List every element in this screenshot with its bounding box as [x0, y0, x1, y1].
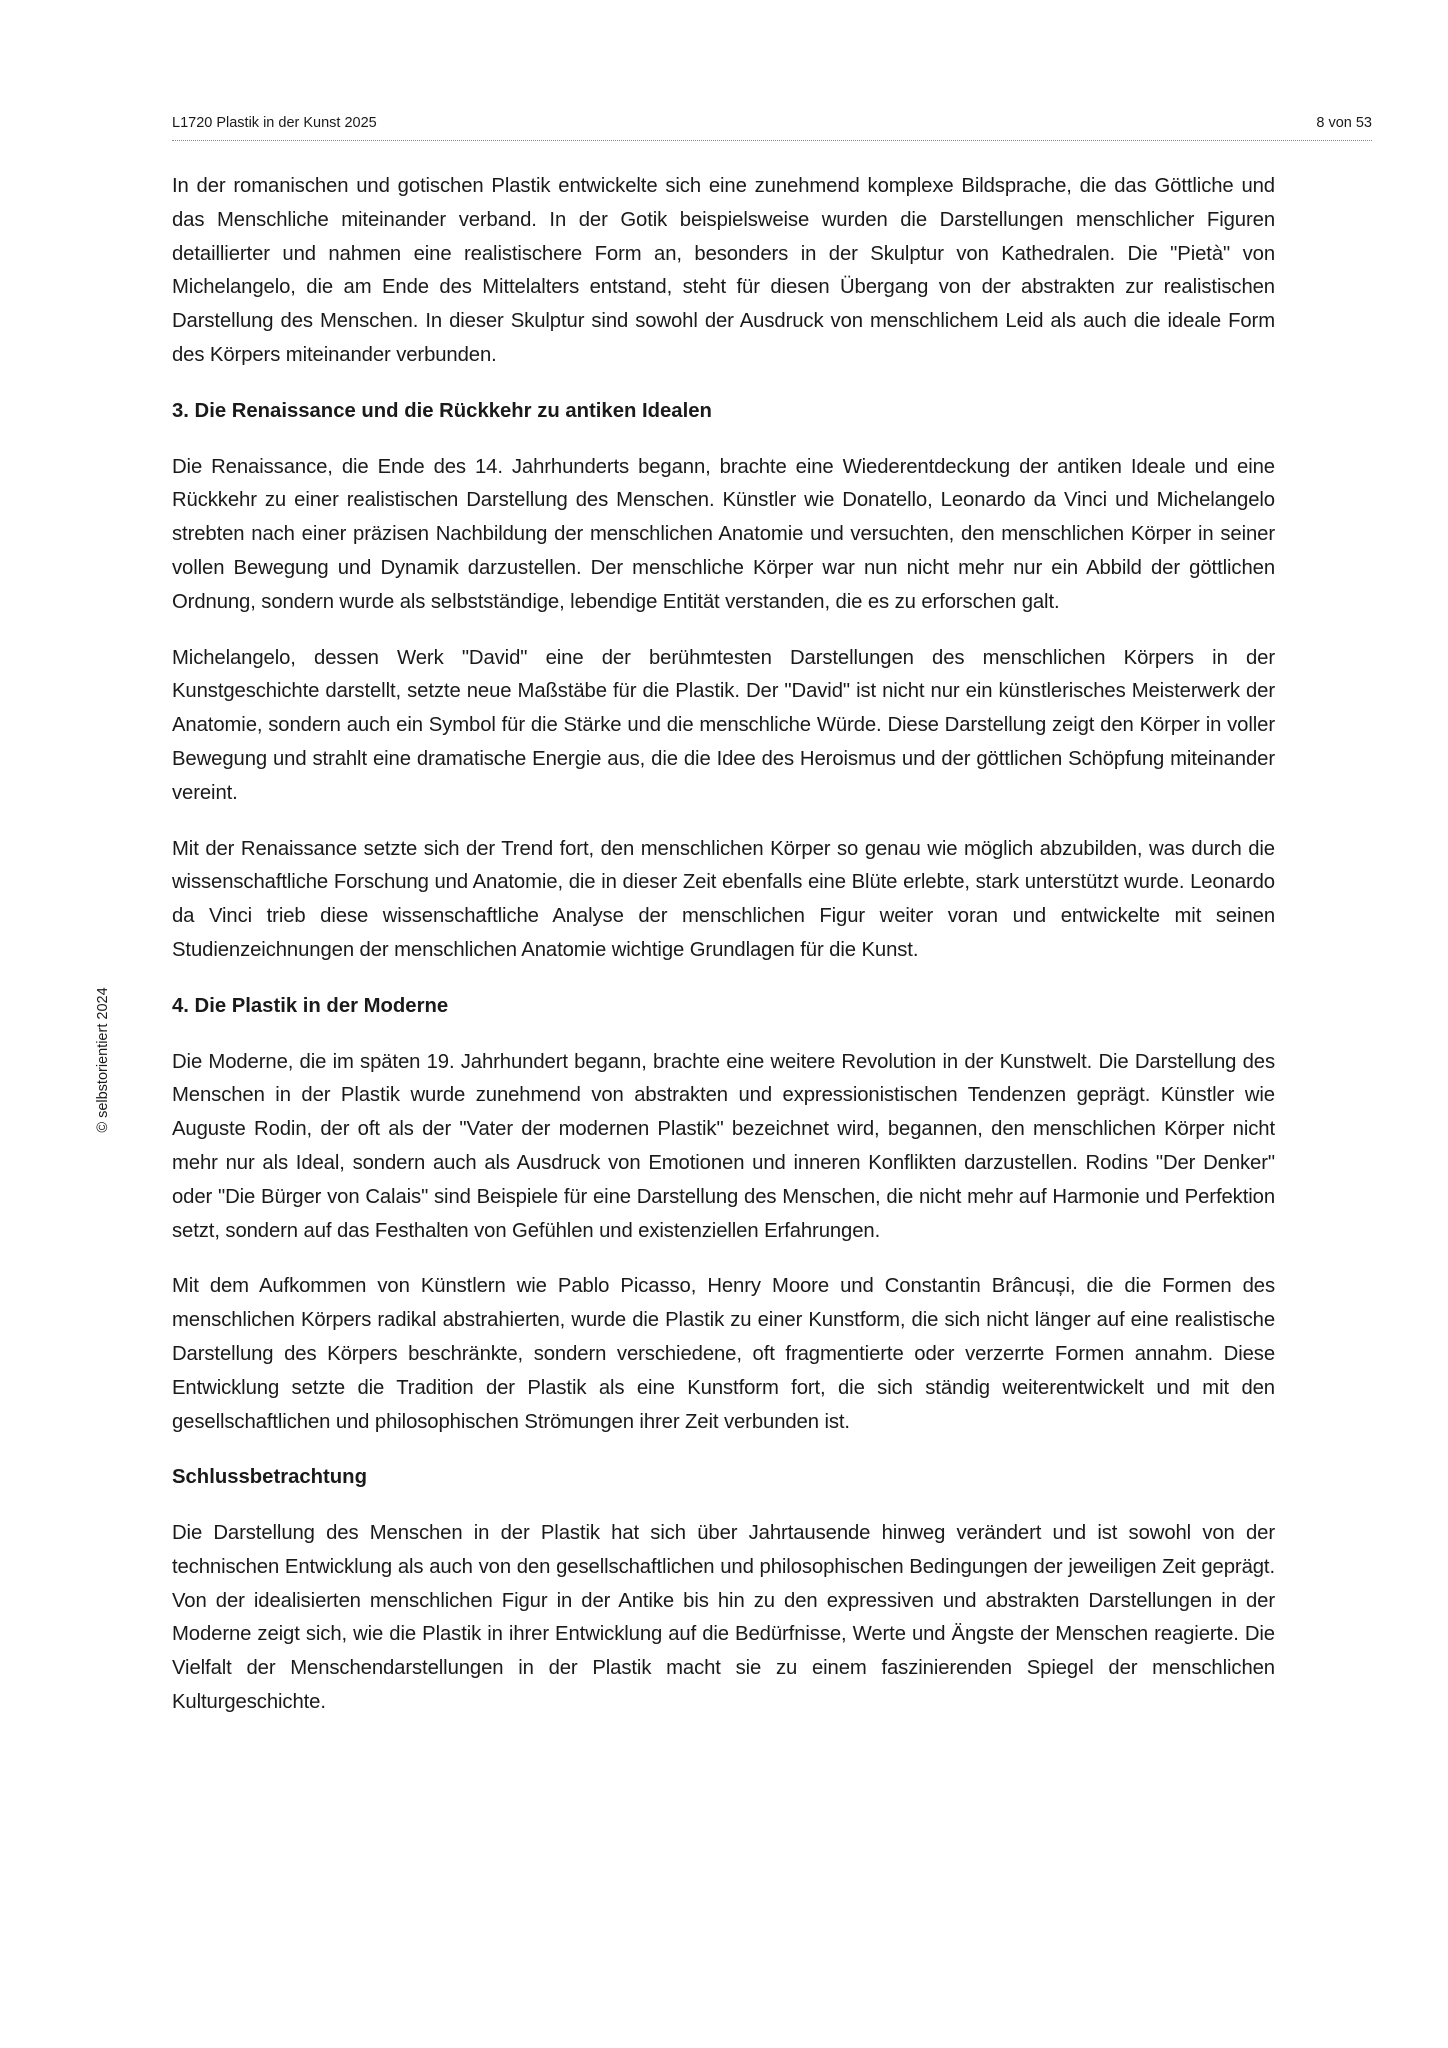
copyright-text: © selbstorientiert 2024: [95, 987, 111, 1133]
document-title: L1720 Plastik in der Kunst 2025: [172, 115, 377, 131]
section-heading-renaissance: 3. Die Renaissance und die Rückkehr zu antiken Idealen: [172, 399, 712, 422]
paragraph: Mit der Renaissance setzte sich der Trend fort, den menschlichen Körper so genau wie möglich abzubilden, was durch die wissenschaftliche Forschung und Anatomie, die in dieser Zeit ebenfalls eine Blüte erlebte, stark unterstützt wurde. Leonardo da Vinci trieb diese wissenschaftliche Analyse der menschlichen Figur weiter voran und entwickelte mit seinen Studienzeichnungen der menschlichen Anatomie wichtige Grundlagen für die Kunst.: [172, 837, 1275, 961]
paragraph: Die Darstellung des Menschen in der Plastik hat sich über Jahrtausende hinweg verändert und ist sowohl von der technischen Entwicklung als auch von den gesellschaftlichen und philosophischen Bedingungen der jeweiligen Zeit geprägt. Von der idealisierten menschlichen Figur in der Antike bis hin zu den expressiven und abstrakten Darstellungen in der Moderne zeigt sich, wie die Plastik in ihrer Entwicklung auf die Bedürfnisse, Werte und Ängste der Menschen reagierte. Die Vielfalt der Menschendarstellungen in der Plastik macht sie zu einem faszinierenden Spiegel der menschlichen Kulturgeschichte.: [172, 1522, 1275, 1714]
section-heading-schlussbetrachtung: Schlussbetrachtung: [172, 1466, 367, 1489]
page-indicator: 8 von 53: [1316, 115, 1372, 131]
section-heading-moderne: 4. Die Plastik in der Moderne: [172, 994, 449, 1017]
paragraph: Die Moderne, die im späten 19. Jahrhundert begann, brachte eine weitere Revolution in der Kunstwelt. Die Darstellung des Menschen in der Plastik wurde zunehmend von abstrakten und expressionistischen Tendenzen geprägt. Künstler wie Auguste Rodin, der oft als der "Vater der modernen Plastik" bezeichnet wird, begannen, den menschlichen Körper nicht mehr nur als Ideal, sondern auch als Ausdruck von Emotionen und inneren Konflikten darzustellen. Rodins "Der Denker" oder "Die Bürger von Calais" sind Beispiele für eine Darstellung des Menschen, die nicht mehr auf Harmonie und Perfektion setzt, sondern auf das Festhalten von Gefühlen und existenziellen Erfahrungen.: [172, 1050, 1275, 1242]
paragraph: Michelangelo, dessen Werk "David" eine der berühmtesten Darstellungen des menschlichen Körpers in der Kunstgeschichte darstellt, setzte neue Maßstäbe für die Plastik. Der "David" ist nicht nur ein künstlerisches Meisterwerk der Anatomie, sondern auch ein Symbol für die Stärke und die menschliche Würde. Diese Darstellung zeigt den Körper in voller Bewegung und strahlt eine dramatische Energie aus, die die Idee des Heroismus und der göttlichen Schöpfung miteinander vereint.: [172, 646, 1275, 804]
document-body: [172, 170, 1275, 1742]
intro-paragraph: In der romanischen und gotischen Plastik entwickelte sich eine zunehmend komplexe Bildsprache, die das Göttliche und das Menschliche miteinander verband. In der Gotik beispielsweise wurden die Darstellungen menschlicher Figuren detaillierter und nahmen eine realistischere Form an, besonders in der Skulptur von Kathedralen. Die "Pietà" von Michelangelo, die am Ende des Mittelalters entstand, steht für diesen Übergang von der abstrakten zur realistischen Darstellung des Menschen. In dieser Skulptur sind sowohl der Ausdruck von menschlichem Leid als auch die ideale Form des Körpers miteinander verbunden.: [172, 175, 1275, 366]
paragraph: Die Renaissance, die Ende des 14. Jahrhunderts begann, brachte eine Wiederentdeckung der antiken Ideale und eine Rückkehr zu einer realistischen Darstellung des Menschen. Künstler wie Donatello, Leonardo da Vinci und Michelangelo strebten nach einer präzisen Nachbildung der menschlichen Anatomie und versuchten, den menschlichen Körper in seiner vollen Bewegung und Dynamik darzustellen. Der menschliche Körper war nun nicht mehr nur ein Abbild der göttlichen Ordnung, sondern wurde als selbstständige, lebendige Entität verstanden, die es zu erforschen galt.: [172, 455, 1275, 613]
page-header: [172, 114, 1372, 141]
paragraph: Mit dem Aufkommen von Künstlern wie Pablo Picasso, Henry Moore und Constantin Brâncuși, die die Formen des menschlichen Körpers radikal abstrahierten, wurde die Plastik zu einer Kunstform, die sich nicht länger auf eine realistische Darstellung des Körpers beschränkte, sondern verschiedene, oft fragmentierte oder verzerrte Formen annahm. Diese Entwicklung setzte die Tradition der Plastik als eine Kunstform fort, die sich ständig weiterentwickelt und mit den gesellschaftlichen und philosophischen Strömungen ihrer Zeit verbunden ist.: [172, 1275, 1275, 1433]
